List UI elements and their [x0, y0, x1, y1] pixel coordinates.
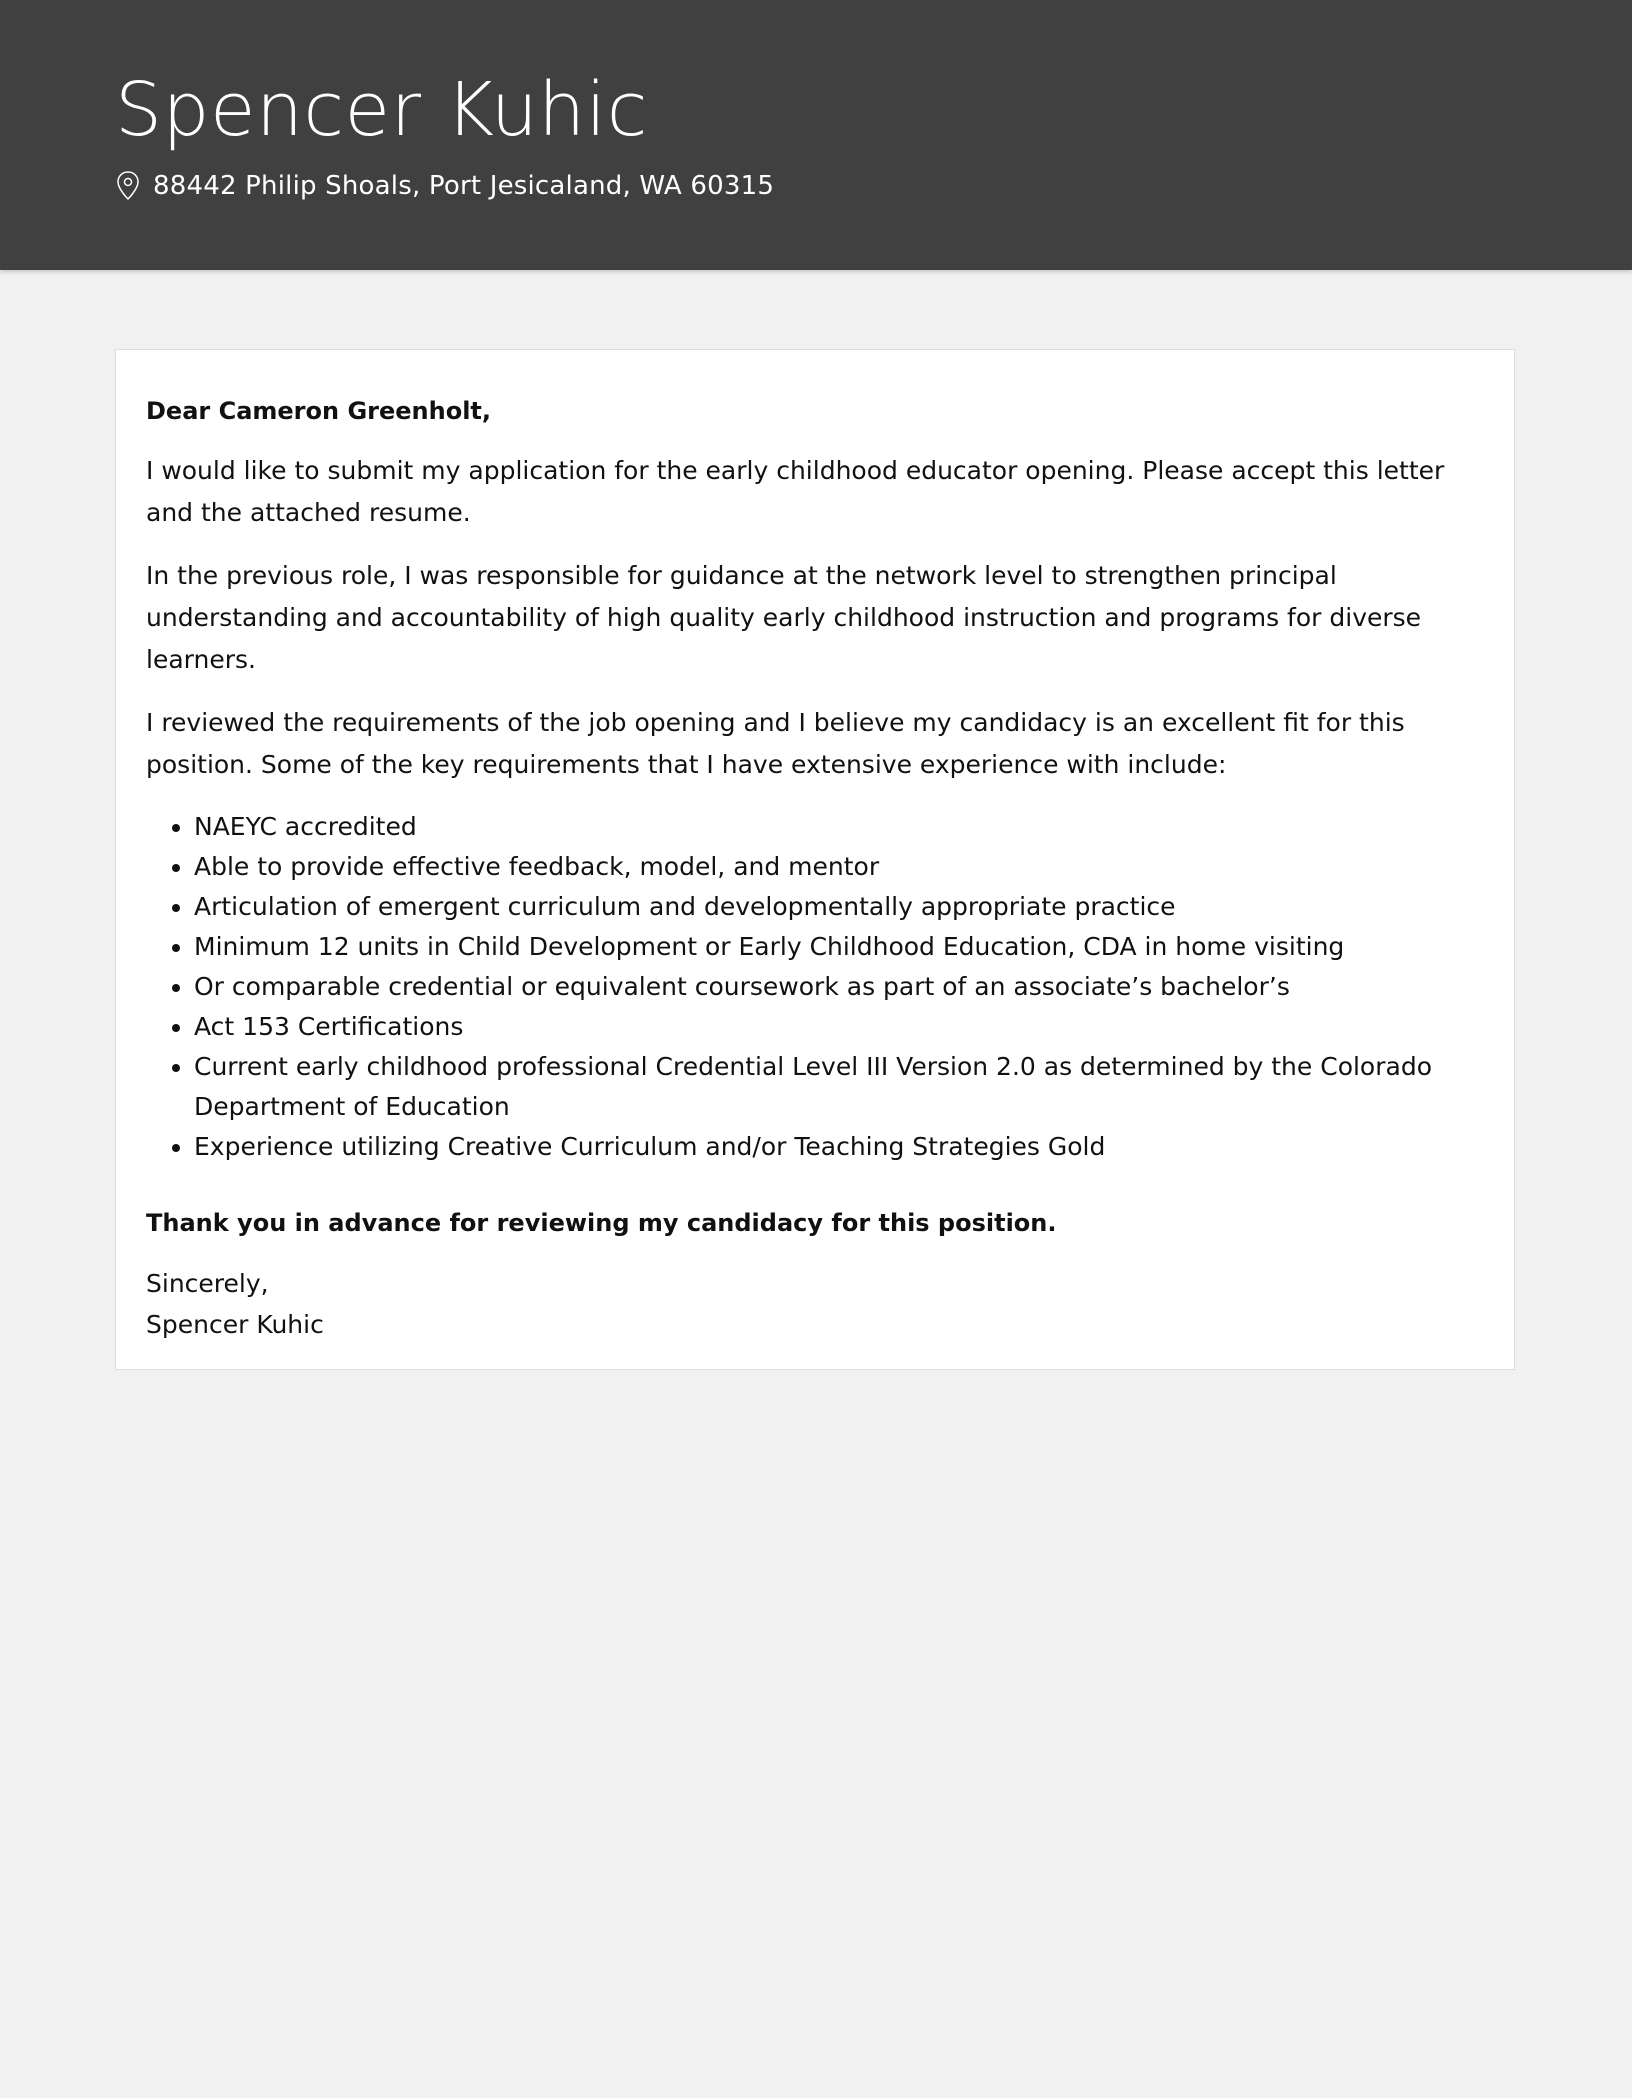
list-item: • Able to provide effective feedback, model, and mentor	[194, 847, 1484, 887]
list-item: • Minimum 12 units in Child Development or Early Childhood Education, CDA in home visiting	[194, 927, 1484, 967]
requirements-list	[146, 807, 1484, 1167]
letter-paragraph-experience: In the previous role, I was responsible for guidance at the network level to strengthen principal understanding and accountability of high quality early childhood instruction and programs for diverse learners.	[146, 561, 1422, 674]
letter-closing: Thank you in advance for reviewing my candidacy for this position.	[146, 1209, 1057, 1237]
letter-signoff: Sincerely,	[146, 1269, 269, 1298]
list-item: • Current early childhood professional Credential Level III Version 2.0 as determined by the Colorado Department of Education	[194, 1047, 1484, 1127]
applicant-address: 88442 Philip Shoals, Port Jesicaland, WA 60315	[153, 171, 775, 201]
list-item: • Or comparable credential or equivalent coursework as part of an associate’s bachelor’s	[194, 967, 1484, 1007]
letter-signoff-block	[146, 1263, 1484, 1345]
applicant-name: Spencer Kuhic	[115, 67, 648, 153]
letter-paragraph-intro: I would like to submit my application for the early childhood educator opening. Please accept this letter and the attached resume.	[146, 456, 1445, 527]
address-row	[115, 166, 774, 206]
letter-card	[115, 349, 1515, 1370]
list-item: • Experience utilizing Creative Curriculum and/or Teaching Strategies Gold	[194, 1127, 1484, 1167]
list-item: • NAEYC accredited	[194, 807, 1484, 847]
page-header	[0, 0, 1632, 270]
list-item: • Articulation of emergent curriculum and developmentally appropriate practice	[194, 887, 1484, 927]
letter-salutation: Dear Cameron Greenholt,	[146, 397, 492, 425]
letter-paragraph-requirements: I reviewed the requirements of the job opening and I believe my candidacy is an excellent fit for this position. Some of the key requirements that I have extensive experience with include:	[146, 708, 1405, 779]
map-pin-icon	[115, 170, 141, 202]
letter-signature: Spencer Kuhic	[146, 1310, 324, 1339]
list-item: • Act 153 Certifications	[194, 1007, 1484, 1047]
